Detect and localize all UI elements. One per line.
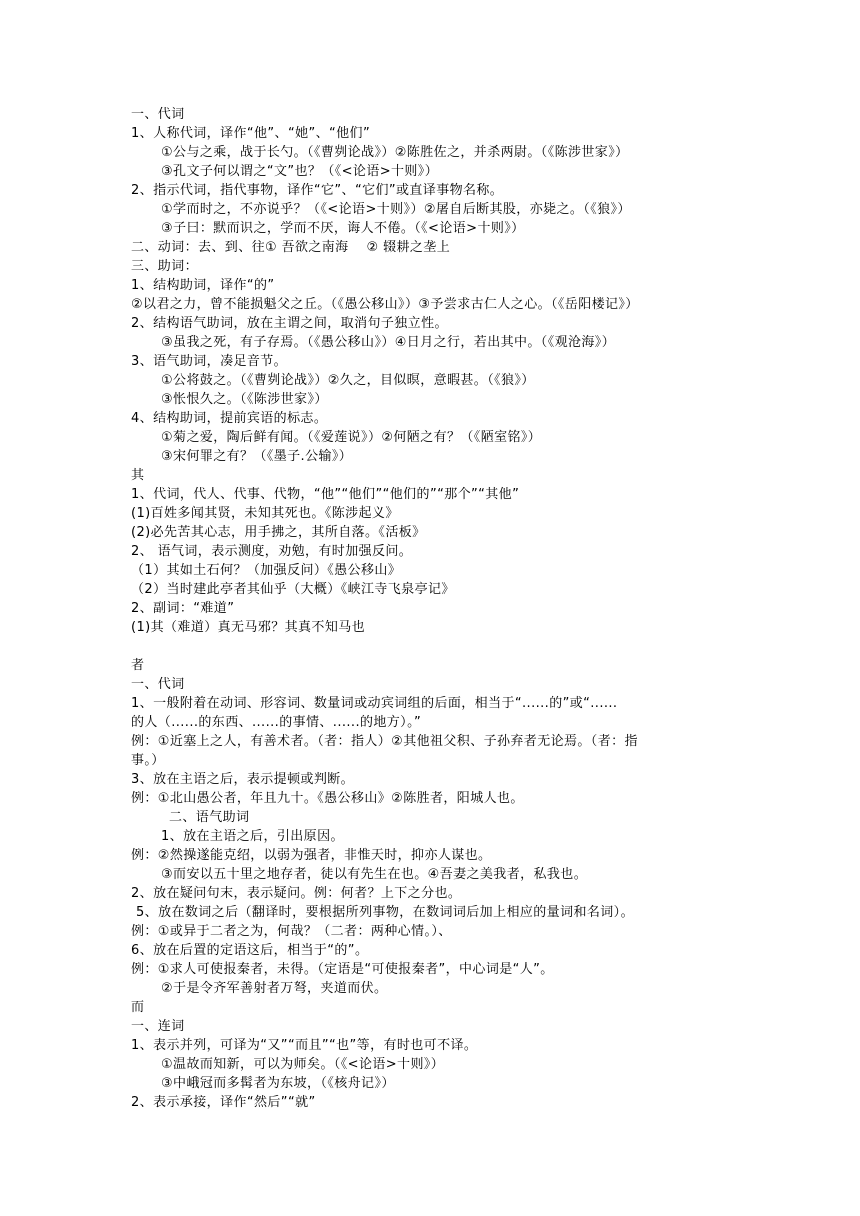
text-line: ③子曰：默而识之，学而不厌，诲人不倦。（《<论语>十则》）: [161, 221, 525, 236]
text-line: 2、 语气词，表示测度，劝勉，有时加强反问。: [131, 544, 413, 559]
text-line: 二、语气助词: [169, 810, 250, 825]
text-line: 5、放在数词之后（翻译时，要根据所列事物，在数词词后加上相应的量词和名词）。: [136, 905, 634, 920]
text-line: 一、连词: [131, 1019, 185, 1034]
text-line: 1、表示并列，可译为“又”“而且”“也”等，有时也可不译。: [131, 1038, 478, 1053]
text-line: 例：②然操遂能克绍，以弱为强者，非惟天时，抑亦人谋也。: [131, 848, 492, 863]
text-line: 1、一般附着在动词、形容词、数量词或动宾词组的后面，相当于“......的”或“......: [131, 696, 618, 711]
text-line: ③宋何罪之有？（《墨子.公输》）: [161, 449, 353, 464]
text-line: 4、结构助词，提前宾语的标志。: [131, 411, 328, 426]
text-line: 事。）: [131, 753, 165, 768]
text-line: ③孔文子何以谓之“文”也？（《<论语>十则》）: [161, 164, 439, 179]
text-line: 例：①求人可使报秦者，未得。（定语是“可使报秦者”，中心词是“人”。: [131, 962, 554, 977]
text-line: 2、结构语气助词，放在主谓之间，取消句子独立性。: [131, 316, 448, 331]
text-line: ①菊之爱，陶后鲜有闻。（《爱莲说》）②何陋之有？（《陋室铭》）: [161, 430, 542, 445]
text-line: 1、人称代词，译作“他”、“她”、“他们”: [131, 126, 371, 141]
text-line: 例：①北山愚公者，年且九十。《愚公移山》②陈胜者，阳城人也。: [131, 791, 524, 806]
text-line: 其: [131, 468, 145, 483]
text-line: 1、代词，代人、代事、代物，“他”“他们”“他们的”“那个”“其他”: [131, 487, 520, 502]
text-line: ③怅恨久之。（《陈涉世家》）: [161, 392, 328, 407]
text-line: 3、放在主语之后，表示提顿或判断。: [131, 772, 355, 787]
text-line: 二、动词：去、到、往① 吾欲之南海 ② 辍耕之垄上: [131, 240, 451, 255]
text-line: (1)其（难道）真无马邪？其真不知马也: [131, 620, 366, 635]
text-line: ①温故而知新，可以为师矣。（《<论语>十则》）: [161, 1057, 445, 1072]
text-line: 例：①或异于二者之为，何哉？（二者：两种心情。）、: [131, 924, 452, 939]
text-line: ③而安以五十里之地存者，徒以有先生在也。④吾妻之美我者，私我也。: [161, 867, 588, 882]
text-line: （1）其如土石何？（加强反问）《愚公移山》: [131, 563, 402, 578]
text-line: 而: [131, 1000, 145, 1015]
text-line: ②于是令齐军善射者万弩，夹道而伏。: [161, 981, 388, 996]
text-line: 一、代词: [131, 677, 185, 692]
text-line: （2）当时建此亭者其仙乎（大概）《峡江寺飞泉亭记》: [131, 582, 455, 597]
text-line: 2、副词：“难道”: [131, 601, 235, 616]
text-line: (2)必先苦其心志，用手拂之，其所自落。《活板》: [131, 525, 426, 540]
text-line: 1、放在主语之后，引出原因。: [161, 829, 344, 844]
text-line: ②以君之力，曾不能损魁父之丘。（《愚公移山》）③予尝求古仁人之心。（《岳阳楼记》）: [131, 297, 639, 312]
text-line: 6、放在后置的定语这后，相当于“的”。: [131, 943, 369, 958]
text-line: 者: [131, 658, 145, 673]
text-line: 3、语气助词，凑足音节。: [131, 354, 288, 369]
text-line: ①公将鼓之。（《曹刿论战》）②久之，目似暝，意暇甚。（《狼》）: [161, 373, 535, 388]
text-line: 1、结构助词，译作“的”: [131, 278, 275, 293]
text-line: ③中峨冠而多髯者为东坡，（《核舟记》）: [161, 1076, 395, 1091]
text-line: 2、放在疑问句末，表示疑问。例：何者？上下之分也。: [131, 886, 462, 901]
text-line: 的人（......的东西、......的事情、......的地方）。”: [131, 715, 422, 730]
text-line: ①公与之乘，战于长勺。（《曹刿论战》）②陈胜佐之，并杀两尉。（《陈涉世家》）: [161, 145, 629, 160]
text-line: ③虽我之死，有子存焉。（《愚公移山》）④日月之行，若出其中。（《观沧海》）: [161, 335, 616, 350]
text-line: 2、表示承接，译作“然后”“就”: [131, 1095, 316, 1110]
text-line: 2、指示代词，指代事物，译作“它”、“它们”或直译事物名称。: [131, 183, 504, 198]
text-line: ①学而时之，不亦说乎？（《<论语>十则》）②屠自后断其股，亦毙之。（《狼》）: [161, 202, 631, 217]
text-line: (1)百姓多闻其贤，未知其死也。《陈涉起义》: [131, 506, 399, 521]
text-line: 例：①近塞上之人，有善术者。（者：指人）②其他祖父积、子孙弃者无论焉。（者：指: [131, 734, 638, 749]
text-line: 三、助词：: [131, 259, 199, 274]
text-line: 一、代词: [131, 107, 185, 122]
